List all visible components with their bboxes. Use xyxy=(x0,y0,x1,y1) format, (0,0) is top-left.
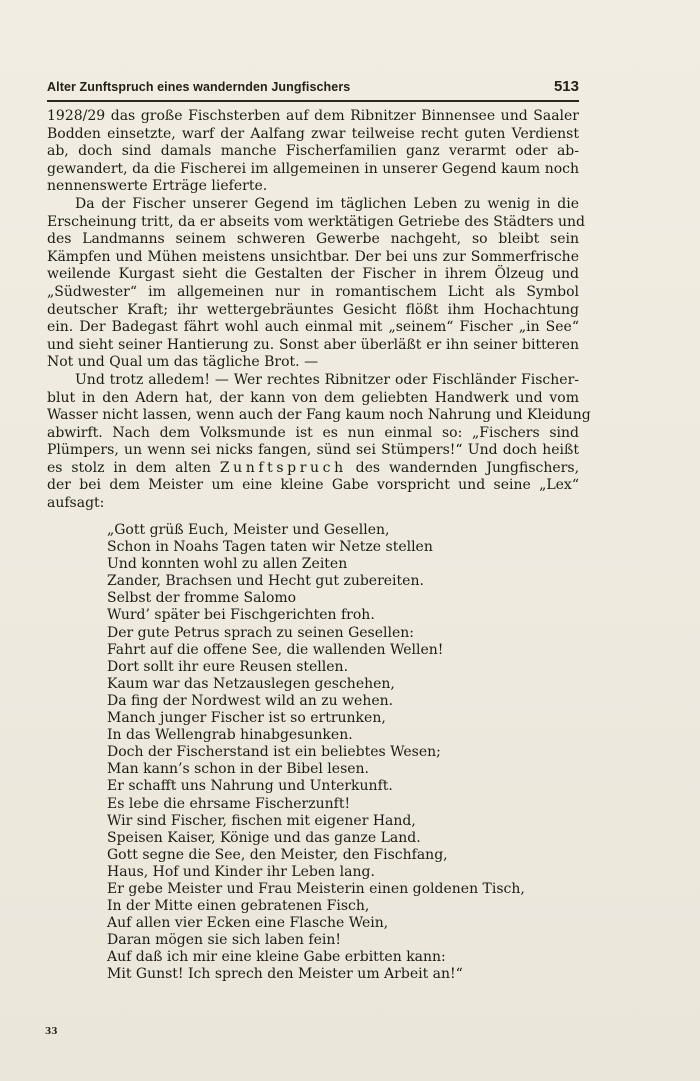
text-line: Plümpers, un wenn sei nicks fangen, sünd sei Stümpers!“ Und doch heißt xyxy=(47,442,579,459)
text-line: aufsagt: xyxy=(47,495,105,512)
text-line: weilende Kurgast sieht die Gestalten der Fischer in ihrem Ölzeug und xyxy=(47,266,579,283)
verse-line: Selbst der fromme Salomo xyxy=(107,590,297,607)
verse-line: Da fing der Nordwest wild an zu wehen. xyxy=(107,692,394,709)
verse-line: Daran mögen sie sich laben fein! xyxy=(107,932,341,949)
verse-line: Der gute Petrus sprach zu seinen Gesellen: xyxy=(107,624,415,641)
text-segment: es stolz in dem alten xyxy=(47,459,211,476)
verse-line: Man kann’s schon in der Bibel lesen. xyxy=(107,761,370,778)
verse-line: In der Mitte einen gebratenen Fisch, xyxy=(107,898,370,915)
verse-line: Mit Gunst! Ich sprech den Meister um Arbeit an!“ xyxy=(107,966,463,983)
text-line: nennenswerte Erträge lieferte. xyxy=(47,178,268,195)
verse-line: „Gott grüß Euch, Meister und Gesellen, xyxy=(107,522,390,538)
signature-mark: 33 xyxy=(45,1027,58,1037)
verse-line: Speisen Kaiser, Könige und das ganze Land. xyxy=(107,829,421,846)
text-line: 1928/29 das große Fischsterben auf dem Ribnitzer Binnensee und Saaler xyxy=(47,108,579,124)
text-line: „Südwester“ im allgemeinen nur in romantischem Licht als Symbol xyxy=(47,283,579,300)
verse-line: Auf daß ich mir eine kleine Gabe erbitten kann: xyxy=(107,949,446,966)
text-line: Kämpfen und Mühen meistens unsichtbar. Der bei uns zur Sommerfrische xyxy=(47,248,579,265)
text-line: abwirft. Nach dem Volksmunde ist es nun einmal so: „Fischers sind xyxy=(47,424,579,441)
verse-line: Er gebe Meister und Frau Meisterin einen goldenen Tisch, xyxy=(107,880,525,897)
text-line: Erscheinung tritt, da er abseits vom werktätigen Getriebe des Städters und xyxy=(47,213,586,230)
text-line-with-spaced-word xyxy=(47,460,579,478)
text-line: gewandert, da die Fischerei im allgemeinen in unserer Gegend kaum noch xyxy=(47,160,579,177)
text-line: Da der Fischer unserer Gegend im täglichen Leben zu wenig in die xyxy=(75,195,579,212)
verse-line: Zander, Brachsen und Hecht gut zubereiten. xyxy=(107,573,424,590)
text-line: Bodden einsetzte, warf der Aalfang zwar teilweise recht guten Verdienst xyxy=(47,125,579,142)
guild-verse xyxy=(107,522,525,984)
verse-line: Er schafft uns Nahrung und Unterkunft. xyxy=(107,778,393,795)
body-text xyxy=(47,108,591,513)
running-head xyxy=(47,78,579,98)
verse-line: Es lebe die ehrsame Fischerzunft! xyxy=(107,795,351,812)
verse-line: Und konnten wohl zu allen Zeiten xyxy=(107,556,348,573)
text-line: ein. Der Badegast fährt wohl auch einmal mit „seinem“ Fischer „in See“ xyxy=(47,319,579,336)
verse-line: Wurd’ später bei Fischgerichten froh. xyxy=(107,607,375,624)
text-line: blut in den Adern hat, der kann von dem geliebten Handwerk und vom xyxy=(47,389,579,406)
verse-line: Kaum war das Netzauslegen geschehen, xyxy=(107,675,395,692)
running-title: Alter Zunftspruch eines wandernden Jungfischers xyxy=(47,80,351,94)
verse-line: Doch der Fischerstand ist ein beliebtes Wesen; xyxy=(107,744,441,761)
text-line: ab, doch sind damals manche Fischerfamilien ganz verarmt oder ab- xyxy=(47,143,579,160)
verse-line: Fahrt auf die offene See, die wallenden Wellen! xyxy=(107,641,444,658)
verse-line: Wir sind Fischer, fischen mit eigener Hand, xyxy=(107,812,416,829)
text-line: deutscher Kraft; ihr wettergebräuntes Gesicht flößt ihm Hochachtung xyxy=(47,301,579,318)
verse-line: Auf allen vier Ecken eine Flasche Wein, xyxy=(107,915,389,932)
text-line: des Landmanns seinem schweren Gewerbe nachgeht, so bleibt sein xyxy=(47,231,579,248)
verse-line: In das Wellengrab hinabgesunken. xyxy=(107,727,353,744)
verse-line: Gott segne die See, den Meister, den Fischfang, xyxy=(107,846,448,863)
page-number: 513 xyxy=(553,78,579,95)
text-line: Not und Qual um das tägliche Brot. — xyxy=(47,354,319,371)
spaced-emphasis: Zunftspruch xyxy=(219,459,347,476)
text-line: und sieht seiner Hantierung zu. Sonst aber überläßt er ihn seiner bitteren xyxy=(47,336,579,353)
verse-line: Manch junger Fischer ist so ertrunken, xyxy=(107,710,386,727)
verse-line: Schon in Noahs Tagen taten wir Netze stellen xyxy=(107,539,433,556)
verse-line: Haus, Hof und Kinder ihr Leben lang. xyxy=(107,863,375,880)
text-segment: des wandernden Jungfischers, xyxy=(355,459,580,476)
text-line: Wasser nicht lassen, wenn auch der Fang kaum noch Nahrung und Kleidung xyxy=(47,407,591,424)
verse-line: Dort sollt ihr eure Reusen stellen. xyxy=(107,658,349,675)
text-line: der bei dem Meister um eine kleine Gabe vorspricht und seine „Lex“ xyxy=(47,477,579,494)
header-rule xyxy=(47,100,579,102)
text-line: Und trotz alledem! — Wer rechtes Ribnitzer oder Fischländer Fischer- xyxy=(75,371,579,388)
